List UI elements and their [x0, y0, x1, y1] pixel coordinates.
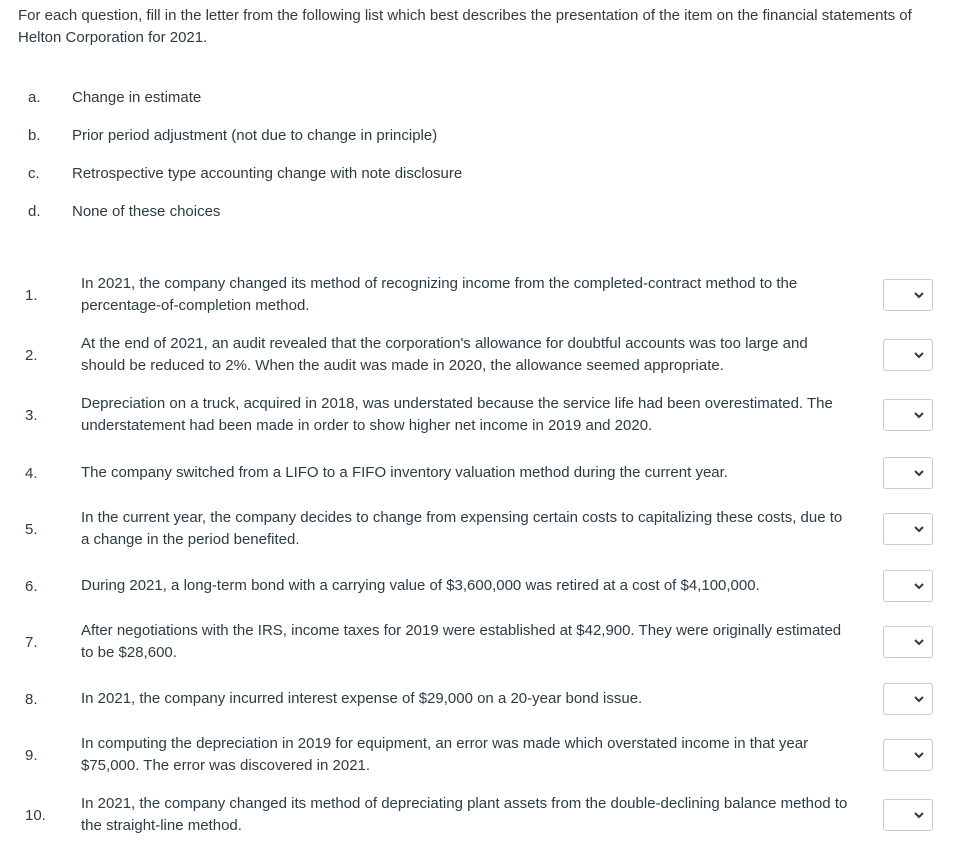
question-row [25, 501, 960, 557]
question-row [25, 387, 960, 443]
answer-select-3[interactable] [883, 399, 933, 431]
question-number: 10. [25, 806, 46, 824]
choice-letter: d. [28, 202, 41, 220]
question-row [25, 671, 960, 727]
question-number: 1. [25, 286, 38, 304]
question-number: 5. [25, 520, 38, 538]
choice-text: Prior period adjustment (not due to change in principle) [72, 126, 438, 144]
chevron-down-icon [913, 580, 925, 592]
choice-text: None of these choices [72, 202, 221, 220]
answer-select-10[interactable] [883, 799, 933, 831]
question-number: 6. [25, 577, 38, 595]
question-number: 4. [25, 464, 38, 482]
answer-select-6[interactable] [883, 570, 933, 602]
question-row [25, 787, 960, 843]
question-text: In computing the depreciation in 2019 for equipment, an error was made which overstated income in that year $75,000. The error was discovered in 2021. [81, 735, 809, 774]
chevron-down-icon [913, 809, 925, 821]
choice-text: Retrospective type accounting change with note disclosure [72, 164, 463, 182]
question-row [25, 727, 960, 783]
question-number: 2. [25, 346, 38, 364]
question-text: During 2021, a long-term bond with a carrying value of $3,600,000 was retired at a cost of $4,100,000. [81, 577, 760, 594]
choice-text: Change in estimate [72, 88, 202, 106]
question-number: 9. [25, 746, 38, 764]
question-row [25, 558, 960, 614]
question-text: In 2021, the company changed its method of recognizing income from the completed-contract method to the percentage-of-completion method. [81, 275, 798, 314]
chevron-down-icon [913, 467, 925, 479]
chevron-down-icon [913, 523, 925, 535]
question-text: In 2021, the company incurred interest expense of $29,000 on a 20-year bond issue. [81, 690, 643, 707]
chevron-down-icon [913, 636, 925, 648]
choice-item [28, 192, 728, 230]
question-number: 3. [25, 406, 38, 424]
answer-select-7[interactable] [883, 626, 933, 658]
choice-list [28, 78, 728, 230]
instructions: For each question, fill in the letter from the following list which best describes the presentation of the item on the financial statements of Helton Corporation for 2021. [18, 7, 912, 46]
question-text: In 2021, the company changed its method of depreciating plant assets from the double-declining balance method to the straight-line method. [81, 795, 848, 834]
choice-letter: a. [28, 88, 41, 106]
answer-select-4[interactable] [883, 457, 933, 489]
choice-letter: c. [28, 164, 40, 182]
answer-select-9[interactable] [883, 739, 933, 771]
question-number: 7. [25, 633, 38, 651]
question-text: Depreciation on a truck, acquired in 2018, was understated because the service life had been overestimated. The understatement had been made in order to show higher net income in 2019 and 2020. [81, 395, 833, 434]
question-row [25, 614, 960, 670]
question-text: After negotiations with the IRS, income taxes for 2019 were established at $42,900. They were originally estimated to be $28,600. [81, 622, 842, 661]
chevron-down-icon [913, 749, 925, 761]
choice-item [28, 154, 728, 192]
chevron-down-icon [913, 693, 925, 705]
question-text: The company switched from a LIFO to a FIFO inventory valuation method during the current year. [81, 464, 728, 481]
chevron-down-icon [913, 409, 925, 421]
question-row [25, 327, 960, 383]
answer-select-1[interactable] [883, 279, 933, 311]
choice-item [28, 78, 728, 116]
question-text: In the current year, the company decides to change from expensing certain costs to capitalizing these costs, due to a change in the period benefited. [81, 509, 843, 548]
question-text: At the end of 2021, an audit revealed that the corporation's allowance for doubtful accounts was too large and should be reduced to 2%. When the audit was made in 2020, the allowance seemed appropriate. [81, 335, 808, 374]
answer-select-5[interactable] [883, 513, 933, 545]
question-row [25, 267, 960, 323]
choice-letter: b. [28, 126, 41, 144]
chevron-down-icon [913, 289, 925, 301]
choice-item [28, 116, 728, 154]
answer-select-2[interactable] [883, 339, 933, 371]
question-number: 8. [25, 690, 38, 708]
answer-select-8[interactable] [883, 683, 933, 715]
question-row [25, 445, 960, 501]
chevron-down-icon [913, 349, 925, 361]
